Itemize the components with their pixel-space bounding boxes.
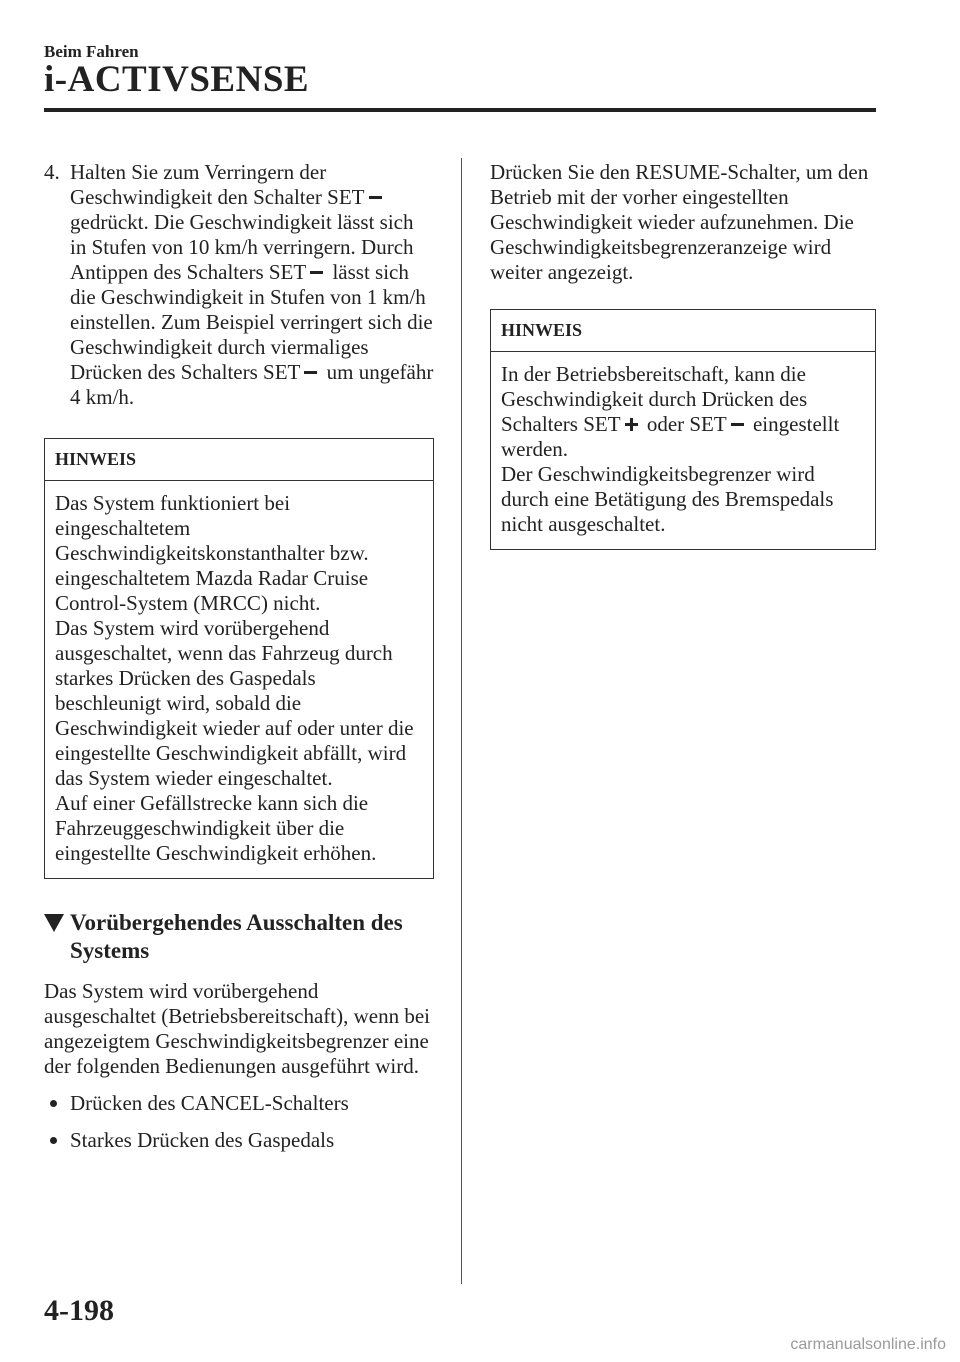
list-item	[44, 1091, 434, 1116]
note-text-1: Das System funktioniert bei eingeschaltetem Geschwindigkeitskonstanthalter bzw. eingeschaltetem Mazda Radar Cruise Control-System (MRCC) nicht.	[55, 491, 369, 615]
plus-icon	[625, 418, 638, 431]
note-text-part: In der Betriebsbereitschaft, kann die Geschwindigkeit durch Drücken des Schalters SET	[501, 362, 808, 436]
minus-icon	[731, 423, 744, 426]
section-label: Beim Fahren	[44, 42, 139, 61]
page-number: 4-198	[44, 1294, 114, 1327]
list-item-text: Drücken des CANCEL-Schalters	[70, 1091, 349, 1115]
page-title: i-ACTIVSENSE	[44, 59, 310, 100]
step-text-4: um ungefähr 4 km/h.	[70, 360, 434, 409]
minus-icon	[310, 271, 323, 274]
step-number: 4.	[44, 160, 60, 184]
list-item	[44, 1128, 434, 1153]
minus-icon	[304, 371, 317, 374]
watermark: carmanualsonline.info	[790, 1336, 946, 1353]
step-text-2: gedrückt. Die Geschwindigkeit lässt sich in Stufen von 10 km/h verringern. Durch Antippen des Schalters SET	[70, 210, 414, 284]
section-paragraph: Das System wird vorübergehend ausgeschaltet (Betriebsbereitschaft), wenn bei angezeigtem Geschwindigkeitsbegrenzer eine der folgenden Bedienungen ausgeführt wird.	[44, 979, 431, 1078]
minus-icon	[369, 196, 382, 199]
note-box-right	[490, 309, 876, 550]
bullet-icon	[50, 1137, 57, 1144]
note-text-1	[501, 362, 865, 462]
section-heading	[44, 909, 434, 965]
section-heading-text: Vorübergehendes Ausschalten des Systems	[70, 910, 403, 963]
note-text-3: Auf einer Gefällstrecke kann sich die Fahrzeuggeschwindigkeit über die eingestellte Geschwindigkeit erhöhen.	[55, 791, 377, 865]
note-text-2: Das System wird vorübergehend ausgeschaltet, wenn das Fahrzeug durch starkes Drücken des Gaspedals beschleunigt wird, sobald die Geschwindigkeit wieder auf oder unter die eingestellte Geschwindigkeit abfällt, wird das System wieder eingeschaltet.	[55, 616, 414, 790]
note-text-part: oder SET	[646, 412, 727, 436]
header-rule	[44, 108, 876, 112]
right-column	[490, 160, 876, 550]
step-text-1: Halten Sie zum Verringern der Geschwindigkeit den Schalter SET	[70, 160, 365, 209]
note-body	[491, 352, 875, 549]
left-column	[44, 160, 434, 1153]
list-item-text: Starkes Drücken des Gaspedals	[70, 1128, 335, 1152]
note-text-2: Der Geschwindigkeitsbegrenzer wird durch eine Betätigung des Bremspedals nicht ausgeschaltet.	[501, 462, 834, 536]
step-4	[44, 160, 434, 410]
note-text-part: eingestellt werden.	[501, 412, 840, 461]
note-title: HINWEIS	[45, 439, 433, 481]
resume-paragraph: Drücken Sie den RESUME-Schalter, um den Betrieb mit der vorher eingestellten Geschwindigkeit wieder aufzunehmen. Die Geschwindigkeitsbegrenzeranzeige wird weiter angezeigt.	[490, 160, 869, 284]
step-text-3: lässt sich die Geschwindigkeit in Stufen von 1 km/h einstellen. Zum Beispiel verringert sich die Geschwindigkeit durch viermaliges Drücken des Schalters SET	[70, 260, 433, 384]
column-divider	[461, 158, 462, 1284]
note-box-left	[44, 438, 434, 879]
note-body	[45, 481, 433, 878]
bullet-icon	[50, 1100, 57, 1107]
note-title: HINWEIS	[491, 310, 875, 352]
triangle-down-icon	[44, 914, 64, 932]
